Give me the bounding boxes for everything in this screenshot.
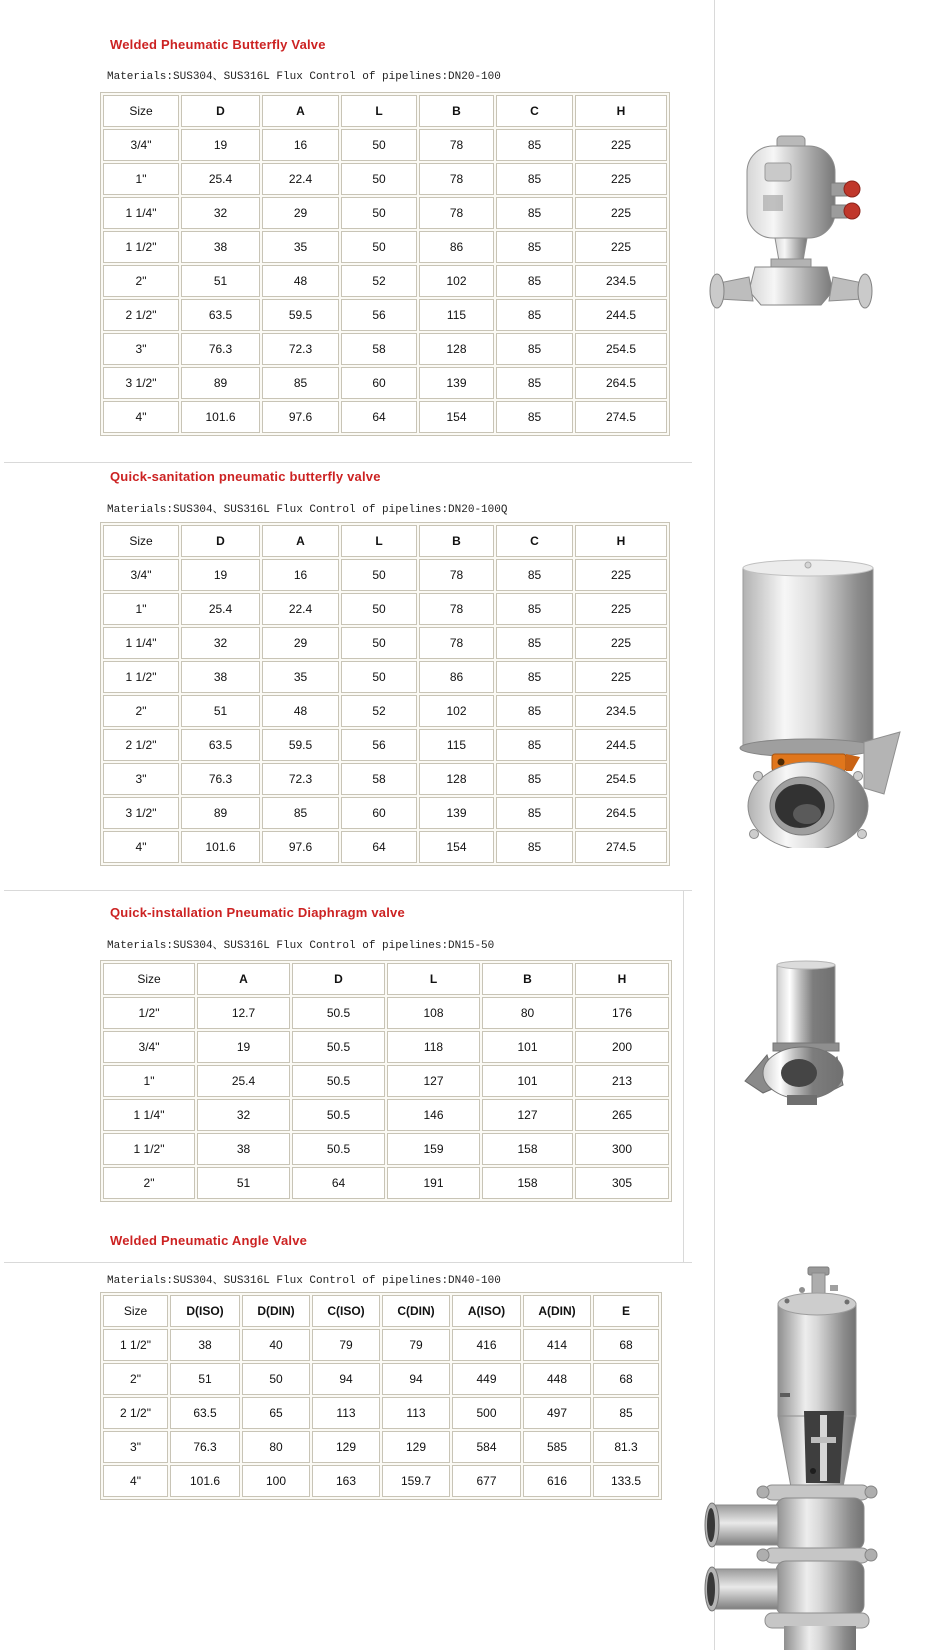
header-cell: B: [419, 525, 494, 557]
table-cell: 497: [523, 1397, 591, 1429]
header-cell: A: [262, 525, 339, 557]
spec-table-diaphragm: [100, 960, 672, 1202]
table-row: [103, 1465, 659, 1497]
section-title-angle-valve: Welded Pneumatic Angle Valve: [110, 1233, 308, 1248]
table-cell: 58: [341, 333, 417, 365]
table-cell: 86: [419, 661, 494, 693]
table-cell: 225: [575, 661, 667, 693]
table-cell: 108: [387, 997, 480, 1029]
table-cell: 50.5: [292, 1133, 385, 1165]
table-cell: 56: [341, 299, 417, 331]
table-cell: 2": [103, 265, 179, 297]
table-row: [103, 367, 667, 399]
table-cell: 85: [262, 797, 339, 829]
header-cell: C: [496, 95, 573, 127]
table-cell: 225: [575, 627, 667, 659]
table-cell: 50: [341, 163, 417, 195]
header-cell: A: [197, 963, 290, 995]
table-cell: 50: [341, 627, 417, 659]
table-cell: 1 1/4": [103, 627, 179, 659]
materials-line: Materials:SUS304、SUS316L Flux Control of pipelines:DN15-50: [107, 940, 495, 952]
table-row: [103, 997, 669, 1029]
table-cell: 265: [575, 1099, 669, 1131]
header-cell: D: [181, 95, 260, 127]
table-cell: 1 1/4": [103, 1099, 195, 1131]
table-cell: 78: [419, 163, 494, 195]
header-cell: C(DIN): [382, 1295, 450, 1327]
table-cell: 1": [103, 593, 179, 625]
header-cell: E: [593, 1295, 659, 1327]
table-cell: 85: [496, 729, 573, 761]
spec-table-angle-valve: [100, 1292, 662, 1500]
table-row: [103, 299, 667, 331]
table-cell: 4": [103, 1465, 168, 1497]
section-divider-line: [4, 462, 692, 463]
table-cell: 1 1/2": [103, 231, 179, 263]
table-cell: 115: [419, 299, 494, 331]
table-cell: 52: [341, 265, 417, 297]
table-cell: 60: [341, 797, 417, 829]
table-cell: 51: [181, 695, 260, 727]
table-row: [103, 559, 667, 591]
table-cell: 51: [170, 1363, 240, 1395]
table-cell: 97.6: [262, 831, 339, 863]
table-cell: 25.4: [181, 593, 260, 625]
table-cell: 35: [262, 661, 339, 693]
header-cell: L: [341, 95, 417, 127]
table-row: [103, 1099, 669, 1131]
header-cell: H: [575, 95, 667, 127]
table-cell: 68: [593, 1329, 659, 1361]
table-cell: 38: [181, 231, 260, 263]
table-cell: 3 1/2": [103, 367, 179, 399]
table-cell: 1 1/2": [103, 1133, 195, 1165]
section-divider-line: [4, 1262, 692, 1263]
table-cell: 85: [496, 401, 573, 433]
table-row: [103, 1397, 659, 1429]
table-cell: 102: [419, 695, 494, 727]
table-cell: 48: [262, 265, 339, 297]
table-cell: 129: [312, 1431, 380, 1463]
header-row: [103, 525, 667, 557]
section-title-welded-butterfly: Welded Pheumatic Butterfly Valve: [110, 37, 326, 52]
table-cell: 213: [575, 1065, 669, 1097]
table-cell: 133.5: [593, 1465, 659, 1497]
table-cell: 89: [181, 367, 260, 399]
table-cell: 72.3: [262, 763, 339, 795]
table-cell: 200: [575, 1031, 669, 1063]
table-cell: 254.5: [575, 763, 667, 795]
table-cell: 94: [312, 1363, 380, 1395]
table-cell: 64: [341, 401, 417, 433]
table-cell: 40: [242, 1329, 310, 1361]
table-cell: 113: [312, 1397, 380, 1429]
table-cell: 50.5: [292, 1099, 385, 1131]
table-cell: 191: [387, 1167, 480, 1199]
table-row: [103, 1363, 659, 1395]
header-row: [103, 95, 667, 127]
table-cell: 85: [496, 559, 573, 591]
table-cell: 50: [341, 231, 417, 263]
table-cell: 159.7: [382, 1465, 450, 1497]
table-cell: 2": [103, 695, 179, 727]
table-cell: 63.5: [170, 1397, 240, 1429]
table-cell: 52: [341, 695, 417, 727]
table-cell: 85: [496, 163, 573, 195]
table-cell: 3": [103, 1431, 168, 1463]
table-cell: 414: [523, 1329, 591, 1361]
header-cell: L: [341, 525, 417, 557]
table-cell: 50: [341, 129, 417, 161]
table-cell: 85: [496, 231, 573, 263]
table-cell: 25.4: [197, 1065, 290, 1097]
table-cell: 19: [181, 559, 260, 591]
table-cell: 449: [452, 1363, 521, 1395]
table-cell: 85: [496, 831, 573, 863]
welded-pneumatic-butterfly-valve-photo: [703, 133, 878, 315]
actuator-dome: [747, 136, 835, 238]
table-cell: 79: [312, 1329, 380, 1361]
table-cell: 176: [575, 997, 669, 1029]
table-cell: 1 1/2": [103, 1329, 168, 1361]
header-cell: B: [482, 963, 573, 995]
table-cell: 50: [341, 559, 417, 591]
table-cell: 97.6: [262, 401, 339, 433]
table-row: [103, 797, 667, 829]
header-row: [103, 963, 669, 995]
table-cell: 64: [292, 1167, 385, 1199]
table-cell: 51: [181, 265, 260, 297]
table-cell: 129: [382, 1431, 450, 1463]
table-cell: 234.5: [575, 695, 667, 727]
header-cell: Size: [103, 963, 195, 995]
table-cell: 264.5: [575, 367, 667, 399]
table-cell: 16: [262, 559, 339, 591]
table-cell: 58: [341, 763, 417, 795]
table-cell: 274.5: [575, 831, 667, 863]
table-cell: 113: [382, 1397, 450, 1429]
table-cell: 85: [262, 367, 339, 399]
table-cell: 163: [312, 1465, 380, 1497]
valve-body: [710, 238, 872, 308]
section-divider-line: [4, 890, 692, 891]
table-cell: 80: [242, 1431, 310, 1463]
materials-line: Materials:SUS304、SUS316L Flux Control of pipelines:DN20-100Q: [107, 504, 508, 516]
table-cell: 300: [575, 1133, 669, 1165]
table-cell: 32: [181, 627, 260, 659]
table-cell: 158: [482, 1167, 573, 1199]
table-cell: 38: [197, 1133, 290, 1165]
header-cell: H: [575, 963, 669, 995]
table-cell: 35: [262, 231, 339, 263]
table-cell: 85: [496, 129, 573, 161]
actuator-cylinder: [773, 961, 839, 1051]
table-cell: 100: [242, 1465, 310, 1497]
table-cell: 22.4: [262, 163, 339, 195]
table-cell: 22.4: [262, 593, 339, 625]
table-cell: 89: [181, 797, 260, 829]
table-cell: 79: [382, 1329, 450, 1361]
table-cell: 50.5: [292, 1065, 385, 1097]
table-cell: 616: [523, 1465, 591, 1497]
table-row: [103, 265, 667, 297]
header-cell: H: [575, 525, 667, 557]
lower-body: [705, 1548, 877, 1650]
table-cell: 3 1/2": [103, 797, 179, 829]
table-cell: 101.6: [170, 1465, 240, 1497]
table-cell: 50.5: [292, 997, 385, 1029]
table-cell: 12.7: [197, 997, 290, 1029]
table-cell: 38: [181, 661, 260, 693]
table-cell: 68: [593, 1363, 659, 1395]
table-cell: 81.3: [593, 1431, 659, 1463]
table-cell: 19: [181, 129, 260, 161]
table-cell: 86: [419, 231, 494, 263]
header-cell: A(DIN): [523, 1295, 591, 1327]
table-cell: 2": [103, 1167, 195, 1199]
table-cell: 225: [575, 593, 667, 625]
header-cell: C(ISO): [312, 1295, 380, 1327]
butterfly-body: [748, 762, 868, 848]
header-cell: Size: [103, 525, 179, 557]
table-cell: 29: [262, 197, 339, 229]
table-cell: 19: [197, 1031, 290, 1063]
table-cell: 101: [482, 1031, 573, 1063]
table-cell: 146: [387, 1099, 480, 1131]
table-cell: 139: [419, 797, 494, 829]
table-cell: 448: [523, 1363, 591, 1395]
quick-installation-pneumatic-diaphragm-valve-photo: [737, 957, 845, 1105]
materials-line: Materials:SUS304、SUS316L Flux Control of pipelines:DN20-100: [107, 71, 501, 83]
table-cell: 139: [419, 367, 494, 399]
table-cell: 1": [103, 1065, 195, 1097]
spec-table-quick-sanitation: [100, 522, 670, 866]
header-cell: C: [496, 525, 573, 557]
table-cell: 274.5: [575, 401, 667, 433]
table-row: [103, 593, 667, 625]
table-row: [103, 1133, 669, 1165]
table-cell: 3/4": [103, 559, 179, 591]
table-row: [103, 1329, 659, 1361]
table-cell: 225: [575, 197, 667, 229]
table-cell: 63.5: [181, 729, 260, 761]
materials-line: Materials:SUS304、SUS316L Flux Control of pipelines:DN40-100: [107, 1275, 501, 1287]
table-cell: 85: [593, 1397, 659, 1429]
section-title-diaphragm: Quick-installation Pneumatic Diaphragm valve: [110, 905, 405, 920]
table-cell: 305: [575, 1167, 669, 1199]
table-cell: 76.3: [181, 333, 260, 365]
upper-body: [705, 1485, 877, 1550]
table-cell: 154: [419, 401, 494, 433]
table-cell: 29: [262, 627, 339, 659]
table-cell: 48: [262, 695, 339, 727]
table-cell: 85: [496, 593, 573, 625]
table-cell: 85: [496, 661, 573, 693]
table-cell: 225: [575, 559, 667, 591]
table-cell: 78: [419, 129, 494, 161]
table-cell: 50: [341, 661, 417, 693]
table-cell: 234.5: [575, 265, 667, 297]
table-cell: 85: [496, 367, 573, 399]
table-cell: 59.5: [262, 729, 339, 761]
header-cell: D: [181, 525, 260, 557]
table-cell: 1/2": [103, 997, 195, 1029]
table-cell: 85: [496, 265, 573, 297]
table-row: [103, 401, 667, 433]
table-cell: 38: [170, 1329, 240, 1361]
table-cell: 264.5: [575, 797, 667, 829]
table-cell: 85: [496, 197, 573, 229]
table-row: [103, 627, 667, 659]
table-cell: 128: [419, 333, 494, 365]
header-cell: Size: [103, 95, 179, 127]
table-row: [103, 163, 667, 195]
header-cell: Size: [103, 1295, 168, 1327]
table-cell: 127: [482, 1099, 573, 1131]
table-cell: 101: [482, 1065, 573, 1097]
table-cell: 80: [482, 997, 573, 1029]
header-cell: D: [292, 963, 385, 995]
table-cell: 159: [387, 1133, 480, 1165]
header-cell: A: [262, 95, 339, 127]
table-cell: 254.5: [575, 333, 667, 365]
actuator-cylinder: [778, 1293, 856, 1487]
quick-sanitation-pneumatic-butterfly-valve-photo: [712, 552, 912, 848]
table-cell: 101.6: [181, 401, 260, 433]
table-cell: 32: [197, 1099, 290, 1131]
table-cell: 1": [103, 163, 179, 195]
table-cell: 118: [387, 1031, 480, 1063]
table-cell: 1 1/4": [103, 197, 179, 229]
table-cell: 102: [419, 265, 494, 297]
table-cell: 1 1/2": [103, 661, 179, 693]
table-cell: 128: [419, 763, 494, 795]
table-row: [103, 661, 667, 693]
table-cell: 154: [419, 831, 494, 863]
table-cell: 78: [419, 559, 494, 591]
table-row: [103, 197, 667, 229]
table-cell: 585: [523, 1431, 591, 1463]
header-row: [103, 1295, 659, 1327]
table-cell: 63.5: [181, 299, 260, 331]
table-cell: 3": [103, 763, 179, 795]
header-cell: D(DIN): [242, 1295, 310, 1327]
table-cell: 85: [496, 299, 573, 331]
table-cell: 2": [103, 1363, 168, 1395]
table-cell: 65: [242, 1397, 310, 1429]
table-cell: 115: [419, 729, 494, 761]
table-cell: 64: [341, 831, 417, 863]
header-cell: A(ISO): [452, 1295, 521, 1327]
table-cell: 72.3: [262, 333, 339, 365]
table-cell: 76.3: [181, 763, 260, 795]
header-cell: D(ISO): [170, 1295, 240, 1327]
table-cell: 32: [181, 197, 260, 229]
table-row: [103, 831, 667, 863]
table-cell: 25.4: [181, 163, 260, 195]
table-cell: 2 1/2": [103, 299, 179, 331]
table-cell: 4": [103, 831, 179, 863]
table-row: [103, 333, 667, 365]
table-cell: 85: [496, 695, 573, 727]
table-row: [103, 1031, 669, 1063]
table-cell: 50: [341, 593, 417, 625]
table-row: [103, 695, 667, 727]
table-cell: 94: [382, 1363, 450, 1395]
header-cell: B: [419, 95, 494, 127]
table-cell: 3/4": [103, 129, 179, 161]
table-cell: 76.3: [170, 1431, 240, 1463]
table-row: [103, 729, 667, 761]
table-cell: 78: [419, 627, 494, 659]
table-cell: 78: [419, 593, 494, 625]
table-cell: 85: [496, 333, 573, 365]
table-cell: 16: [262, 129, 339, 161]
table-row: [103, 1065, 669, 1097]
table-cell: 50: [242, 1363, 310, 1395]
valve-body: [745, 1047, 843, 1105]
header-cell: L: [387, 963, 480, 995]
table-cell: 2 1/2": [103, 1397, 168, 1429]
table-cell: 85: [496, 627, 573, 659]
table-cell: 2 1/2": [103, 729, 179, 761]
table-row: [103, 763, 667, 795]
table-row: [103, 1167, 669, 1199]
table-cell: 4": [103, 401, 179, 433]
table-cell: 3/4": [103, 1031, 195, 1063]
table-cell: 158: [482, 1133, 573, 1165]
spec-table-welded-butterfly: [100, 92, 670, 436]
top-fittings: [799, 1267, 838, 1295]
table-cell: 225: [575, 163, 667, 195]
table-cell: 50: [341, 197, 417, 229]
table-cell: 127: [387, 1065, 480, 1097]
table-row: [103, 231, 667, 263]
table-cell: 50.5: [292, 1031, 385, 1063]
table-cell: 225: [575, 231, 667, 263]
table-cell: 677: [452, 1465, 521, 1497]
section-title-quick-sanitation: Quick-sanitation pneumatic butterfly valve: [110, 469, 381, 484]
table-cell: 416: [452, 1329, 521, 1361]
table-cell: 244.5: [575, 299, 667, 331]
table-cell: 584: [452, 1431, 521, 1463]
welded-pneumatic-angle-valve-photo: [692, 1197, 907, 1650]
table-cell: 78: [419, 197, 494, 229]
table-cell: 56: [341, 729, 417, 761]
table-row: [103, 1431, 659, 1463]
table-cell: 60: [341, 367, 417, 399]
table-cell: 85: [496, 763, 573, 795]
table-cell: 500: [452, 1397, 521, 1429]
table-row: [103, 129, 667, 161]
table-cell: 85: [496, 797, 573, 829]
table-cell: 3": [103, 333, 179, 365]
table-cell: 244.5: [575, 729, 667, 761]
cell-border-line: [683, 890, 684, 1262]
table-cell: 101.6: [181, 831, 260, 863]
table-cell: 59.5: [262, 299, 339, 331]
table-cell: 51: [197, 1167, 290, 1199]
table-cell: 225: [575, 129, 667, 161]
